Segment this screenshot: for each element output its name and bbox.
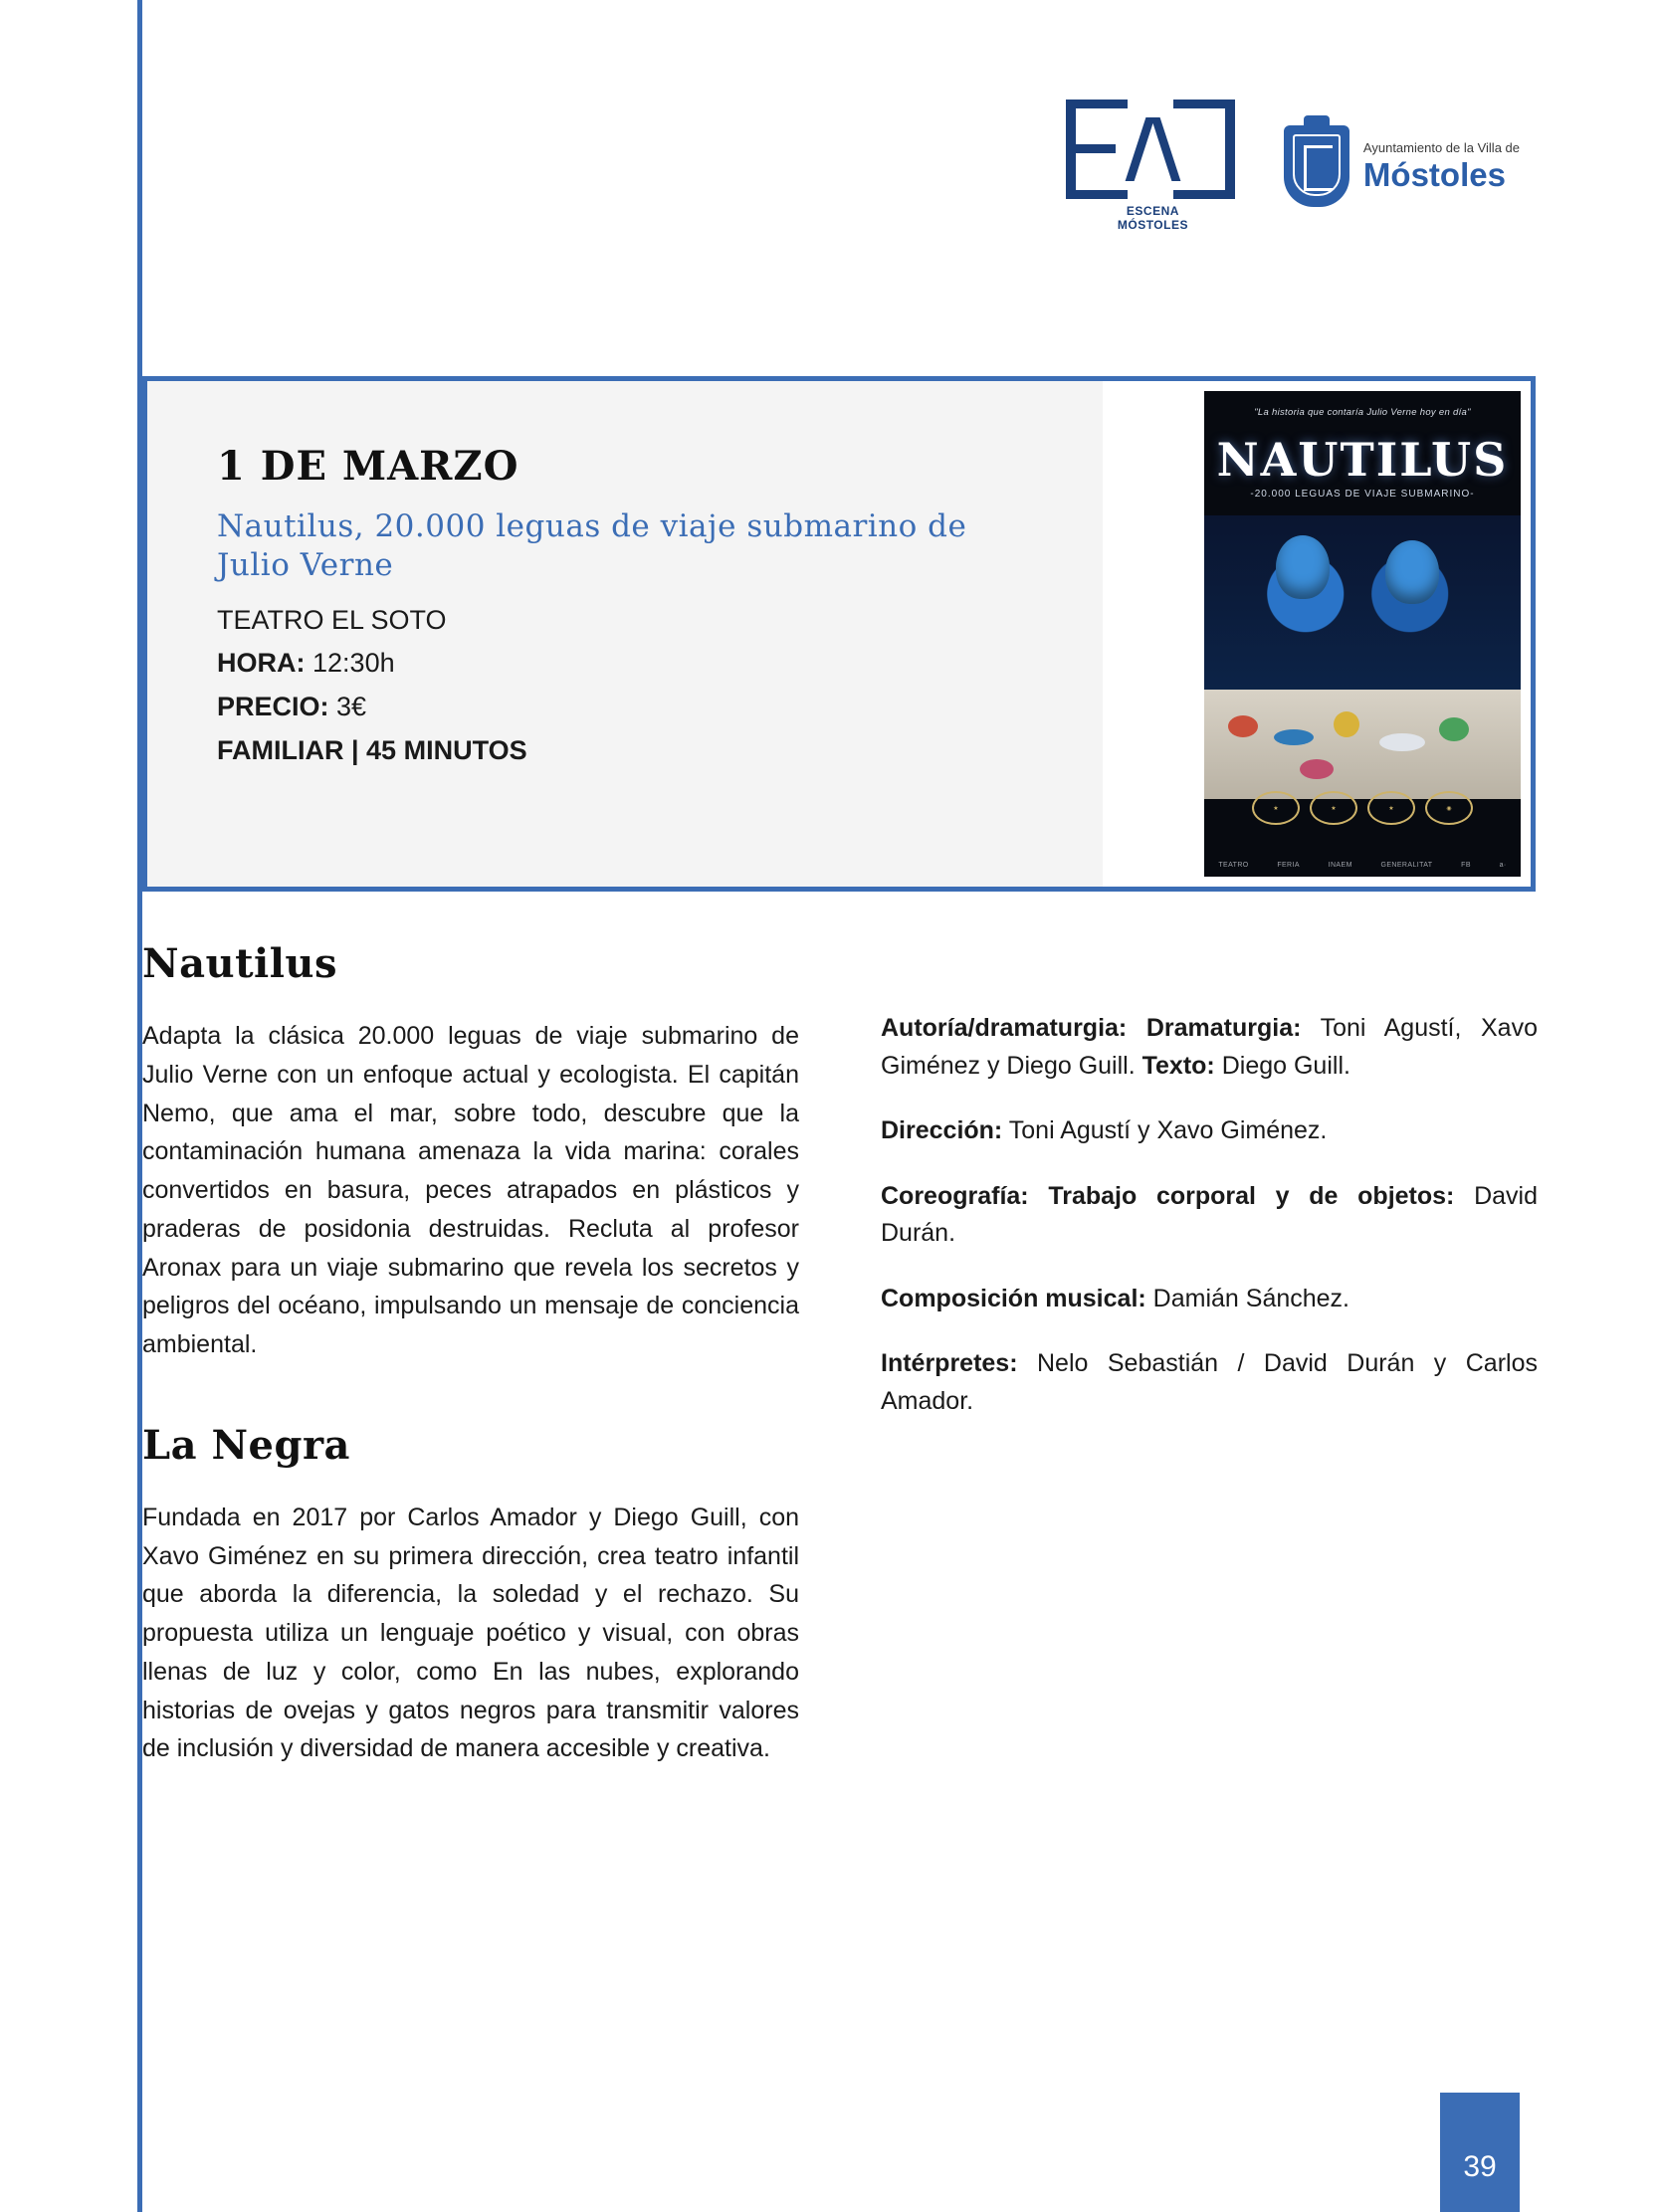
event-price bbox=[217, 686, 1103, 729]
event-card bbox=[142, 376, 1536, 892]
shield-icon bbox=[1284, 125, 1349, 207]
credit-sublabel: Trabajo corporal y de objetos: bbox=[1048, 1181, 1455, 1210]
credit-label: Dirección: bbox=[881, 1116, 1003, 1144]
credit-label: Composición musical: bbox=[881, 1284, 1146, 1312]
escena-line: ESCENA bbox=[1126, 204, 1179, 218]
section-text-nautilus: Adapta la clásica 20.000 leguas de viaje submarino de Julio Verne con un enfoque actual y ecologista. El capitán Nemo, que ama el mar, sobre todo, descubre que la contaminación humana amenaza la vida marina: corales convertidos en basura, peces atrapados en plásticos y praderas de posidonia destruidas. Recluta al profesor Aronax para un viaje submarino que revela los secretos y peligros del océano, impulsando un mensaje de conciencia ambiental. bbox=[142, 1022, 799, 1358]
poster-subtitle: -20.000 LEGUAS DE VIAJE SUBMARINO- bbox=[1250, 489, 1475, 500]
award-laurel-icon: ★ bbox=[1310, 791, 1357, 825]
event-time-value: 12:30h bbox=[312, 648, 395, 679]
credit-direccion bbox=[881, 1112, 1538, 1150]
event-price-label: PRECIO: bbox=[217, 691, 329, 721]
escena-mostoles-wordmark bbox=[1118, 205, 1188, 233]
sponsor-logo: GENERALITAT bbox=[1380, 862, 1433, 869]
credit-value: Toni Agustí, Xavo Giménez y Diego Guill. bbox=[881, 1014, 1538, 1080]
event-title: Nautilus, 20.000 leguas de viaje submarino de Julio Verne bbox=[217, 508, 967, 583]
credit-label: Autoría/dramaturgia: bbox=[881, 1014, 1128, 1042]
award-laurel-icon: ★ bbox=[1367, 791, 1415, 825]
sponsor-logo: FERIA bbox=[1277, 862, 1300, 869]
award-laurel-icon: ★ bbox=[1252, 791, 1300, 825]
credit-interpretes bbox=[881, 1345, 1538, 1420]
credit-label-texto: Texto: bbox=[1141, 1051, 1215, 1080]
section-heading-la-negra: La Negra bbox=[142, 1421, 350, 1469]
left-column bbox=[142, 940, 799, 1768]
event-price-value: 3€ bbox=[336, 691, 367, 721]
poster-performer-face bbox=[1276, 535, 1330, 599]
poster-table-artwork bbox=[1204, 690, 1521, 799]
poster-awards bbox=[1204, 791, 1521, 825]
logo-escena-mostoles bbox=[1066, 100, 1240, 233]
sponsor-logo: FB bbox=[1461, 862, 1471, 869]
sponsor-logo: TEATRO bbox=[1218, 862, 1249, 869]
poster-artwork bbox=[1204, 515, 1521, 690]
credit-composicion-musical bbox=[881, 1281, 1538, 1318]
credit-value: Toni Agustí y Xavo Giménez. bbox=[1008, 1116, 1328, 1144]
escena-mostoles-mark-icon bbox=[1066, 100, 1240, 199]
event-audience: FAMILIAR | 45 MINUTOS bbox=[217, 734, 527, 765]
credit-label: Intérpretes: bbox=[881, 1349, 1018, 1377]
ayuntamiento-subtitle: Ayuntamiento de la Villa de bbox=[1362, 139, 1520, 155]
section-text-la-negra: Fundada en 2017 por Carlos Amador y Diego Guill, con Xavo Giménez en su primera dirección, crea teatro infantil que aborda la diferencia, la soledad y el rechazo. Su propuesta utiliza un lenguaje poético y visual, con obras llenas de luz y color, como En las nubes, explorando historias de ovejas y gatos negros para transmitir valores de inclusión y diversidad de manera accesible y creativa. bbox=[142, 1503, 799, 1763]
show-poster-image bbox=[1204, 391, 1521, 877]
poster-title: NAUTILUS bbox=[1216, 433, 1509, 487]
event-venue: TEATRO EL SOTO bbox=[217, 604, 447, 635]
credit-sublabel: Dramaturgia: bbox=[1145, 1014, 1302, 1042]
credit-value: Nelo Sebastián / David Durán y Carlos Amador. bbox=[881, 1349, 1538, 1415]
logo-ayuntamiento-mostoles bbox=[1284, 125, 1520, 207]
poster-performer-face bbox=[1385, 540, 1439, 604]
credit-value: David Durán. bbox=[881, 1181, 1538, 1247]
poster-sponsor-logos bbox=[1204, 862, 1521, 869]
event-poster-container bbox=[1103, 381, 1531, 887]
credit-dramaturgia bbox=[881, 1010, 1538, 1085]
credit-label: Coreografía: bbox=[881, 1181, 1029, 1210]
page-header bbox=[1066, 100, 1520, 233]
mostoles-line: MÓSTOLES bbox=[1117, 217, 1188, 232]
page-number: 39 bbox=[1440, 2093, 1520, 2212]
credit-value-texto: Diego Guill. bbox=[1221, 1051, 1350, 1080]
ayuntamiento-title: Móstoles bbox=[1362, 155, 1506, 193]
event-time bbox=[217, 642, 1103, 686]
credit-value: Damián Sánchez. bbox=[1152, 1284, 1349, 1312]
sponsor-logo: INAEM bbox=[1328, 862, 1352, 869]
sponsor-logo: a· bbox=[1499, 862, 1507, 869]
credits-column bbox=[881, 1010, 1538, 1448]
credit-coreografia bbox=[881, 1178, 1538, 1253]
event-details bbox=[147, 381, 1103, 887]
section-heading-nautilus: Nautilus bbox=[142, 940, 338, 987]
event-date: 1 DE MARZO bbox=[217, 443, 519, 490]
event-time-label: HORA: bbox=[217, 648, 306, 679]
poster-tagline: "La historia que contaría Julio Verne hoy en día" bbox=[1254, 407, 1471, 418]
award-laurel-icon: ◉ bbox=[1425, 791, 1473, 825]
